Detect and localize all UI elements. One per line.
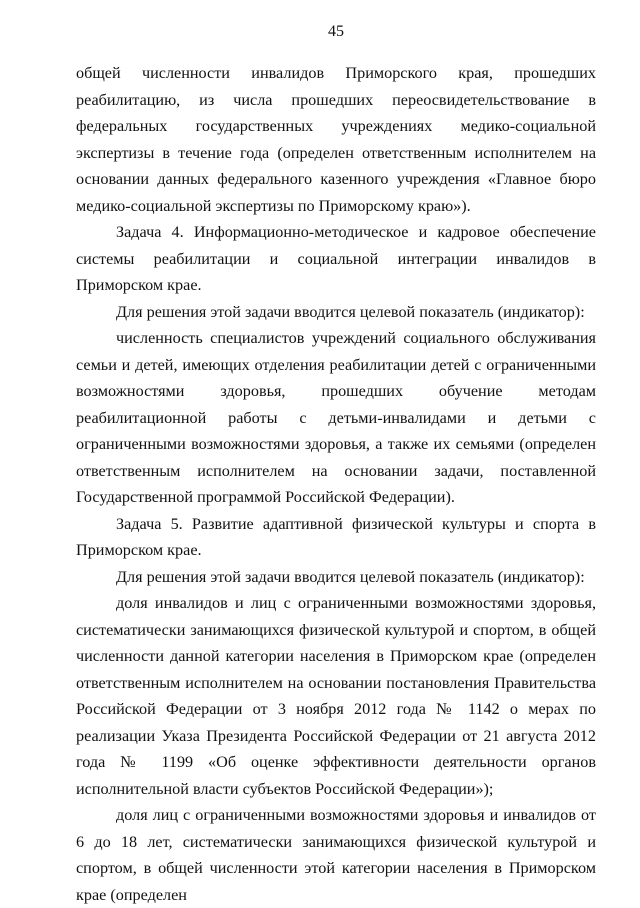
paragraph-task-4: Задача 4. Информационно-методическое и кадровое обеспечение системы реабилитации и социальной интеграции инвалидов в Приморском крае. (76, 223, 596, 294)
paragraph-indicator-intro-4: Для решения этой задачи вводится целевой показатель (индикатор): (116, 302, 585, 321)
page-number: 45 (328, 23, 344, 40)
paragraph-indicator-intro-5: Для решения этой задачи вводится целевой показатель (индикатор): (116, 567, 585, 586)
paragraph-task-5: Задача 5. Развитие адаптивной физической культуры и спорта в Приморском крае. (76, 514, 596, 559)
paragraph-continuation: общей численности инвалидов Приморского края, прошедших реабилитацию, из числа прошедших переосвидетельствование в федеральных государственных учреждениях медико-социальной экспертизы в течение года (определен ответственным исполнителем на основании данных федерального казенного учреждения «Главное бюро медико-социальной экспертизы по Приморскому краю»). (76, 64, 596, 215)
paragraph-indicator-disabled-share: доля инвалидов и лиц с ограниченными возможностями здоровья, систематически занимающихся физической культурой и спортом, в общей численности данной категории населения в Приморском крае (определен ответственным исполнителем на основании постановления Правительства Российской Федерации от 3 ноября 2012 года № 1142 о мерах по реализации Указа Президента Российской Федерации от 21 августа 2012 года № 1199 «Об оценке эффективности деятельности органов исполнительной власти субъектов Российской Федерации»); (76, 594, 596, 798)
paragraph-indicator-youth-share: доля лиц с ограниченными возможностями здоровья и инвалидов от 6 до 18 лет, систематически занимающихся физической культурой и спортом, в общей численности этой категории населения в Приморском крае (определен (76, 806, 596, 904)
paragraph-indicator-specialists: численность специалистов учреждений социального обслуживания семьи и детей, имеющих отделения реабилитации детей с ограниченными возможностями здоровья, прошедших обучение методам реабилитационной работы с детьми-инвалидами и детьми с ограниченными возможностями здоровья, а также их семьями (определен ответственным исполнителем на основании задачи, поставленной Государственной программой Российской Федерации). (76, 329, 596, 506)
